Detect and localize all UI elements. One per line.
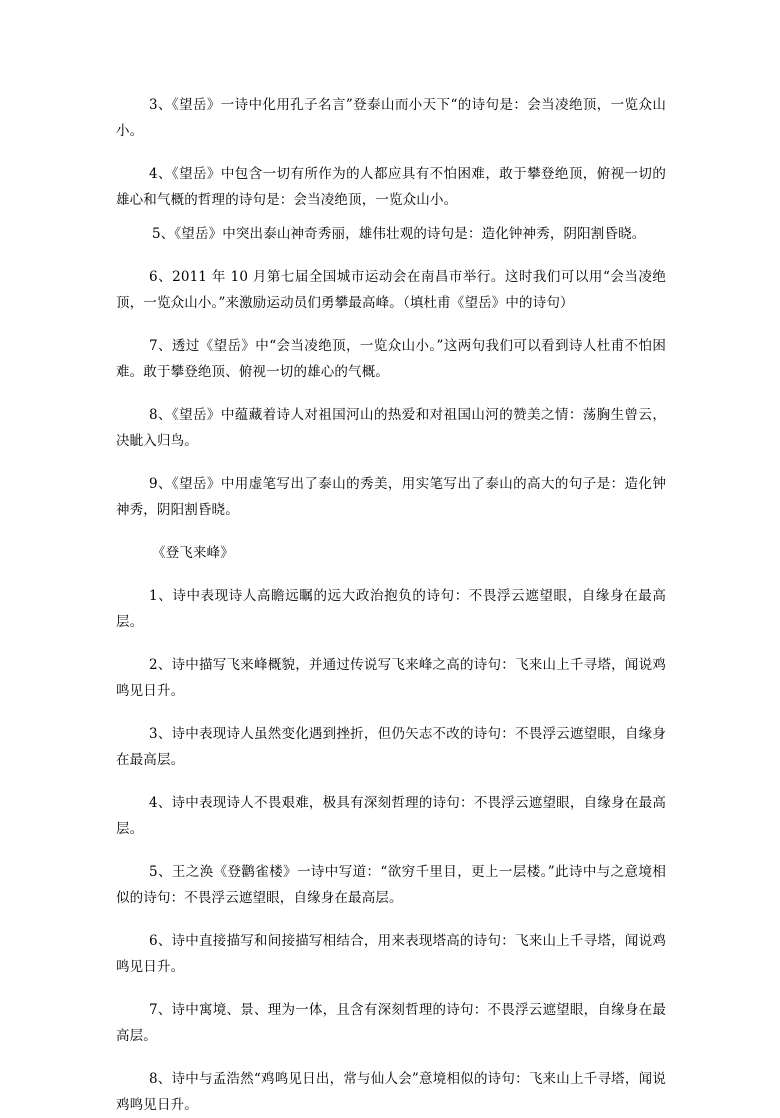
- paragraph-feilaifeng-6: 6、诗中直接描写和间接描写相结合，用来表现塔高的诗句：飞来山上千寻塔，闻说鸡鸣见日升。: [116, 933, 666, 975]
- paragraph-wangyue-9: 9、《望岳》中用虚笔写出了泰山的秀美，用实笔写出了泰山的高大的句子是：造化钟神秀，阴阳割昏晓。: [116, 476, 666, 518]
- document-body: [116, 92, 666, 1118]
- paragraph-wangyue-8: 8、《望岳》中蕴藏着诗人对祖国河山的热爱和对祖国山河的赞美之情：荡胸生曾云，决眦入归鸟。: [116, 407, 666, 449]
- paragraph-feilaifeng-7: 7、诗中寓境、景、理为一体，且含有深刻哲理的诗句：不畏浮云遮望眼，自缘身在最高层。: [116, 1002, 666, 1044]
- paragraph-wangyue-5: 5、《望岳》中突出泰山神奇秀丽，雄伟壮观的诗句是：造化钟神秀，阴阳割昏晓。: [152, 226, 646, 242]
- section-title-dengfeilaifeng: 《登飞来峰》: [152, 545, 234, 561]
- paragraph-feilaifeng-2: 2、诗中描写飞来峰概貌，并通过传说写飞来峰之高的诗句：飞来山上千寻塔，闻说鸡鸣见日升。: [116, 657, 666, 699]
- paragraph-feilaifeng-8: 8、诗中与孟浩然“鸡鸣见日出，常与仙人会”意境相似的诗句：飞来山上千寻塔，闻说鸡鸣见日升。: [116, 1071, 666, 1113]
- paragraph-wangyue-3: 3、《望岳》一诗中化用孔子名言”登泰山而小天下“的诗句是：会当凌绝顶，一览众山小。: [116, 97, 666, 139]
- paragraph-feilaifeng-5: 5、王之涣《登鹳雀楼》一诗中写道：“欲穷千里目，更上一层楼。”此诗中与之意境相似的诗句：不畏浮云遮望眼，自缘身在最高层。: [116, 864, 666, 906]
- paragraph-feilaifeng-1: 1、诗中表现诗人高瞻远瞩的远大政治抱负的诗句：不畏浮云遮望眼，自缘身在最高层。: [116, 588, 666, 630]
- paragraph-wangyue-6: 6、2011 年 10 月第七届全国城市运动会在南昌市举行。这时我们可以用“会当凌绝顶，一览众山小。”来激励运动员们勇攀最高峰。（填杜甫《望岳》中的诗句）: [116, 269, 666, 311]
- paragraph-feilaifeng-3: 3、诗中表现诗人虽然变化遇到挫折，但仍矢志不改的诗句：不畏浮云遮望眼，自缘身在最高层。: [116, 726, 666, 768]
- paragraph-wangyue-4: 4、《望岳》中包含一切有所作为的人都应具有不怕困难，敢于攀登绝顶，俯视一切的雄心和气概的哲理的诗句是：会当凌绝顶，一览众山小。: [116, 166, 666, 208]
- paragraph-feilaifeng-4: 4、诗中表现诗人不畏艰难，极具有深刻哲理的诗句：不畏浮云遮望眼，自缘身在最高层。: [116, 795, 666, 837]
- paragraph-wangyue-7: 7、透过《望岳》中“会当凌绝顶，一览众山小。”这两句我们可以看到诗人杜甫不怕困难。敢于攀登绝顶、俯视一切的雄心的气概。: [116, 338, 666, 380]
